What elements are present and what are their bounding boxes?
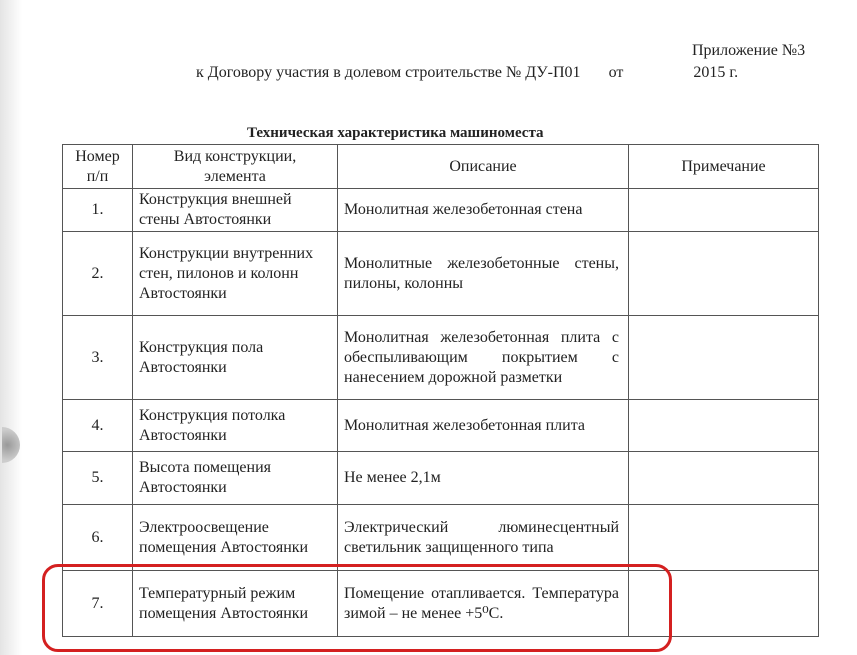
row-description [338, 400, 629, 452]
contract-from: от [608, 64, 624, 81]
description-text: Монолитная железобетонная плита с обеспыливающим покрытием с нанесением дорожной разметки [344, 328, 619, 386]
row-element: Температурный режим помещения Автостоянки [133, 571, 338, 637]
row-note [629, 232, 819, 316]
row-note [629, 189, 819, 232]
contract-year: 2015 г. [693, 64, 739, 81]
row-description [338, 189, 629, 232]
description-text: Монолитные железобетонные стены, пилоны, колонны [344, 254, 619, 292]
row-number: 5. [63, 452, 133, 505]
binder-edge [0, 0, 22, 655]
row-element: Электроосвещение помещения Автостоянки [133, 505, 338, 571]
document-title: Техническая характеристика машиноместа [247, 125, 544, 141]
row-number: 7. [63, 571, 133, 637]
row-description [338, 316, 629, 400]
description-text: Монолитная железобетонная плита [344, 416, 585, 434]
row-number: 4. [63, 400, 133, 452]
row-description [338, 452, 629, 505]
column-header-note: Примечание [629, 145, 819, 189]
row-note [629, 400, 819, 452]
column-header-number: Номер п/п [63, 145, 133, 189]
row-note [629, 316, 819, 400]
row-element: Конструкция пола Автостоянки [133, 316, 338, 400]
description-text: Монолитная железобетонная стена [344, 201, 583, 218]
row-note [629, 505, 819, 571]
row-note [629, 452, 819, 505]
appendix-label: Приложение №3 [692, 42, 806, 59]
row-element: Конструкция потолка Автостоянки [133, 400, 338, 452]
column-header-description: Описание [338, 145, 629, 189]
row-number: 1. [63, 189, 133, 232]
column-header-element: Вид конструкции, элемента [133, 145, 338, 189]
description-text: Помещение отапливается. Температура зимой – не менее +5⁰С. [344, 584, 619, 622]
highlight-box [42, 564, 672, 652]
row-element: Конструкция внешней стены Автостоянки [133, 189, 338, 232]
description-text: Не менее 2,1м [344, 469, 441, 486]
row-description [338, 505, 629, 571]
row-number: 3. [63, 316, 133, 400]
contract-reference: к Договору участия в долевом строительстве № ДУ-П01 [196, 64, 581, 81]
row-number: 6. [63, 505, 133, 571]
row-element: Конструкции внутренних стен, пилонов и колонн Автостоянки [133, 232, 338, 316]
contract-line [196, 64, 738, 82]
row-element: Высота помещения Автостоянки [133, 452, 338, 505]
row-number: 2. [63, 232, 133, 316]
row-description [338, 232, 629, 316]
description-text: Электрический люминесцентный светильник защищенного типа [344, 518, 619, 556]
